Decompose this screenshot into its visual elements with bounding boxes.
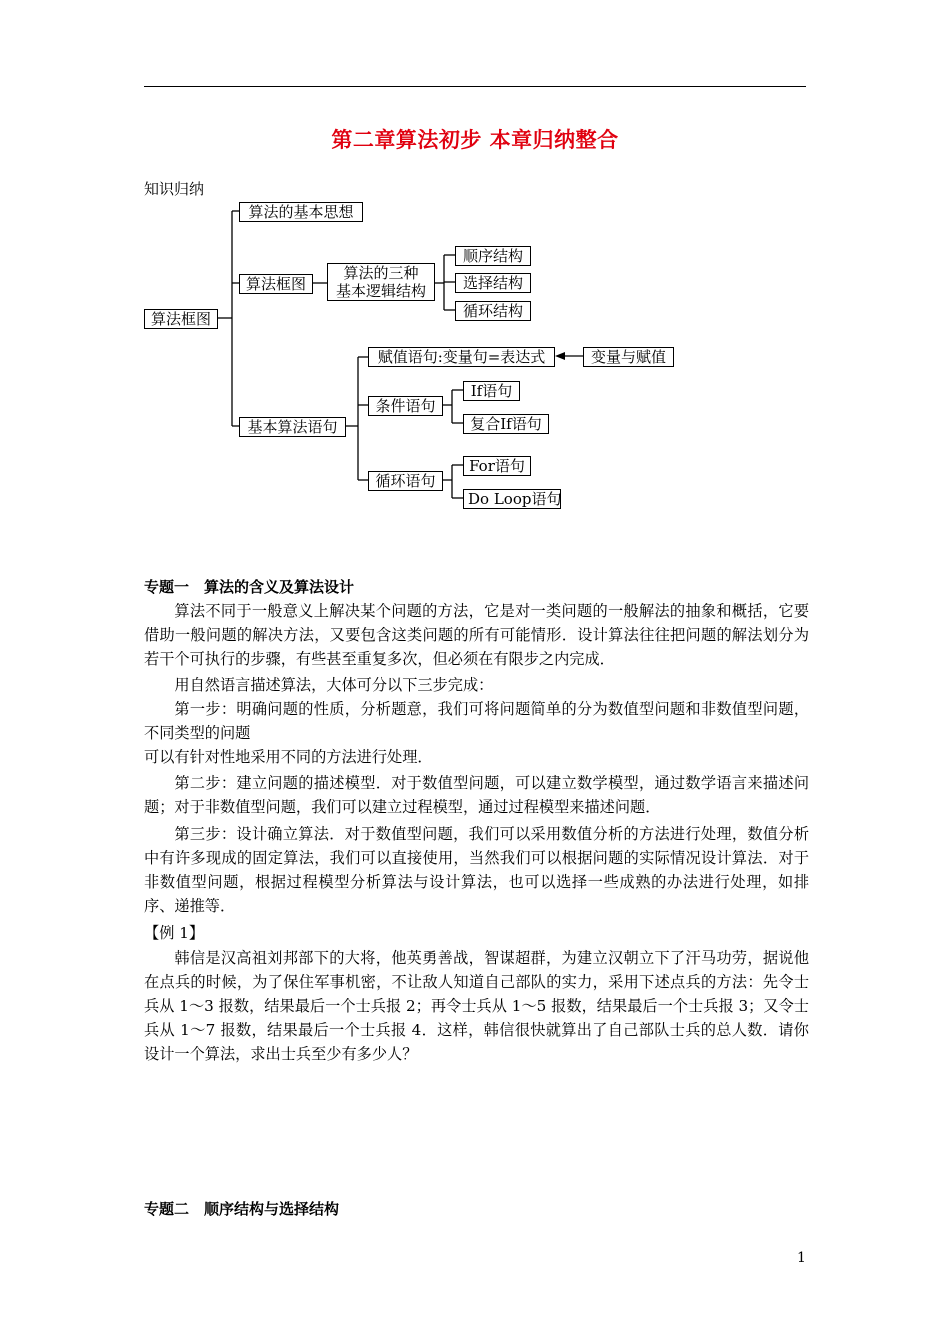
topic1-step1-continued: 可以有针对性地采用不同的方法进行处理．: [144, 748, 433, 766]
selection-structure-node: 选择结构: [455, 273, 531, 293]
three-structures-line1: 算法的三种: [343, 264, 419, 282]
flowchart-node: 算法框图: [239, 274, 313, 294]
sequence-structure-node: 顺序结构: [455, 246, 531, 266]
knowledge-label: 知识归纳: [144, 180, 205, 198]
loop-statement-node: 循环语句: [368, 471, 443, 491]
assignment-node: 赋值语句:变量句=表达式: [368, 347, 555, 367]
topic1-step3: 第三步：设计确立算法．对于数值型问题，我们可以采用数值分析的方法进行处理，数值分析中有许多现成的固定算法，我们可以直接使用，当然我们可以根据问题的实际情况设计算法．对于非数值型问题，根据过程模型分析算法与设计算法，也可以选择一些成熟的办法进行处理，如排序、递推等．: [144, 825, 809, 915]
basic-idea-node: 算法的基本思想: [239, 202, 363, 222]
page-title: 第二章算法初步 本章归纳整合: [331, 127, 619, 152]
topic1-paragraph-1: 算法不同于一般意义上解决某个问题的方法，它是对一类问题的一般解法的抽象和概括，它要借助一般问题的解决方法，又要包含这类问题的所有可能情形．设计算法往往把问题的解法划分为若干个可执行的步骤，有些甚至重复多次，但必须在有限步之内完成．: [144, 602, 809, 668]
three-structures-line2: 基本逻辑结构: [335, 282, 426, 300]
var-assign-node: 变量与赋值: [583, 347, 674, 367]
statements-node: 基本算法语句: [239, 417, 346, 437]
root-node: 算法框图: [144, 309, 218, 329]
complex-if-node: 复合If语句: [463, 414, 549, 434]
if-statement-node: If语句: [463, 381, 520, 401]
conditional-node: 条件语句: [368, 396, 443, 416]
page-number: 1: [797, 1250, 806, 1266]
topic1-heading: 专题一 算法的含义及算法设计: [144, 578, 355, 596]
example-text: 韩信是汉高祖刘邦部下的大将，他英勇善战，智谋超群，为建立汉朝立下了汗马功劳，据说他在点兵的时候，为了保住军事机密，不让敌人知道自己部队的实力，采用下述点兵的方法：先令士兵从 1～3 报数，结果最后一个士兵报 2；再令士兵从 1～5 报数，结果最后一个士兵报 3；又令士兵从 1～7 报数，结果最后一个士兵报 4．这样，韩信很快就算出了自己部队士兵的总人数．请你设计一个算法，求出士兵至少有多少人？: [144, 949, 809, 1063]
topic1-step2: 第二步：建立问题的描述模型．对于数值型问题，可以建立数学模型，通过数学语言来描述问题；对于非数值型问题，我们可以建立过程模型，通过过程模型来描述问题．: [144, 774, 809, 816]
for-statement-node: For语句: [463, 456, 531, 476]
topic1-step1: 第一步：明确问题的性质，分析题意，我们可将问题简单的分为数值型问题和非数值型问题，不同类型的问题: [144, 700, 809, 742]
topic1-paragraph-2: 用自然语言描述算法，大体可分以下三步完成：: [174, 676, 494, 694]
three-structures-node: [327, 263, 435, 301]
loop-structure-node: 循环结构: [455, 301, 531, 321]
topic2-heading: 专题二 顺序结构与选择结构: [144, 1200, 340, 1218]
doloop-node: Do Loop语句: [463, 489, 561, 509]
example-label: 【例 1】: [144, 924, 205, 942]
